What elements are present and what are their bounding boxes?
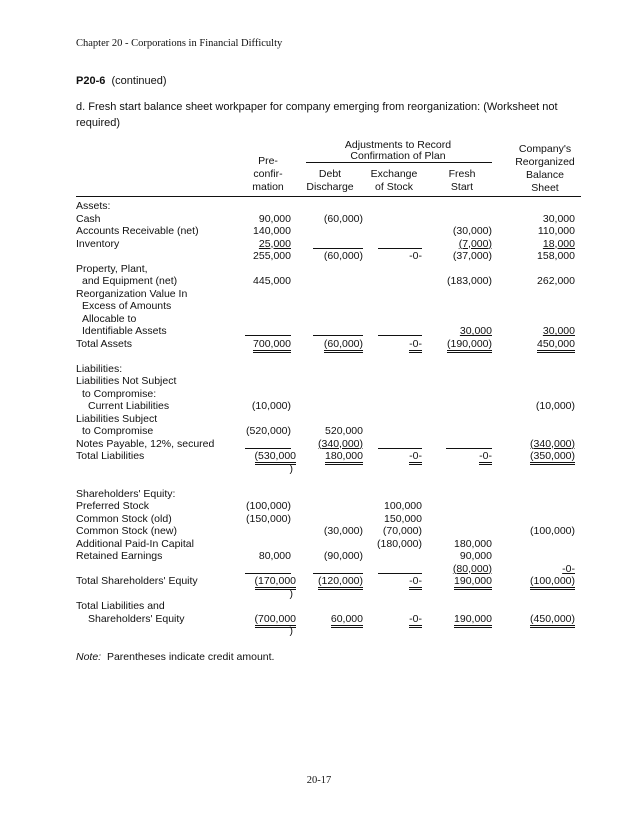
problem-suffix: (continued) [111, 75, 167, 87]
note-label: Note: [76, 651, 102, 663]
part-description: d. Fresh start balance sheet workpaper for company emerging from reorganization: (Worksheet not required) [76, 101, 558, 129]
header-pre-1: Pre- [258, 155, 278, 167]
header-exch-2: of Stock [375, 181, 413, 193]
problem-id: P20-6 [76, 75, 106, 87]
page-number: 20-17 [306, 775, 332, 786]
header-co-4: Sheet [531, 182, 559, 194]
header-pre-2: confir- [253, 168, 283, 180]
header-co-3: Balance [526, 169, 564, 181]
adjustments-subtitle: Confirmation of Plan [350, 150, 446, 162]
header-exch-1: Exchange [370, 168, 418, 180]
header-debt-1: Debt [318, 168, 342, 180]
header-co-1: Company's [518, 143, 572, 155]
header-bottom-rule [76, 196, 581, 197]
note-text: Parentheses indicate credit amount. [106, 651, 275, 663]
problem-heading [76, 75, 167, 87]
adjustments-title: Adjustments to Record [344, 139, 452, 151]
header-co-2: Reorganized [515, 156, 575, 168]
footnote [76, 651, 274, 663]
header-fresh-1: Fresh [448, 168, 476, 180]
header-pre-3: mation [252, 181, 284, 193]
header-debt-2: Discharge [306, 181, 354, 193]
header-fresh-2: Start [450, 181, 474, 193]
chapter-header: Chapter 20 - Corporations in Financial Difficulty [76, 38, 283, 49]
